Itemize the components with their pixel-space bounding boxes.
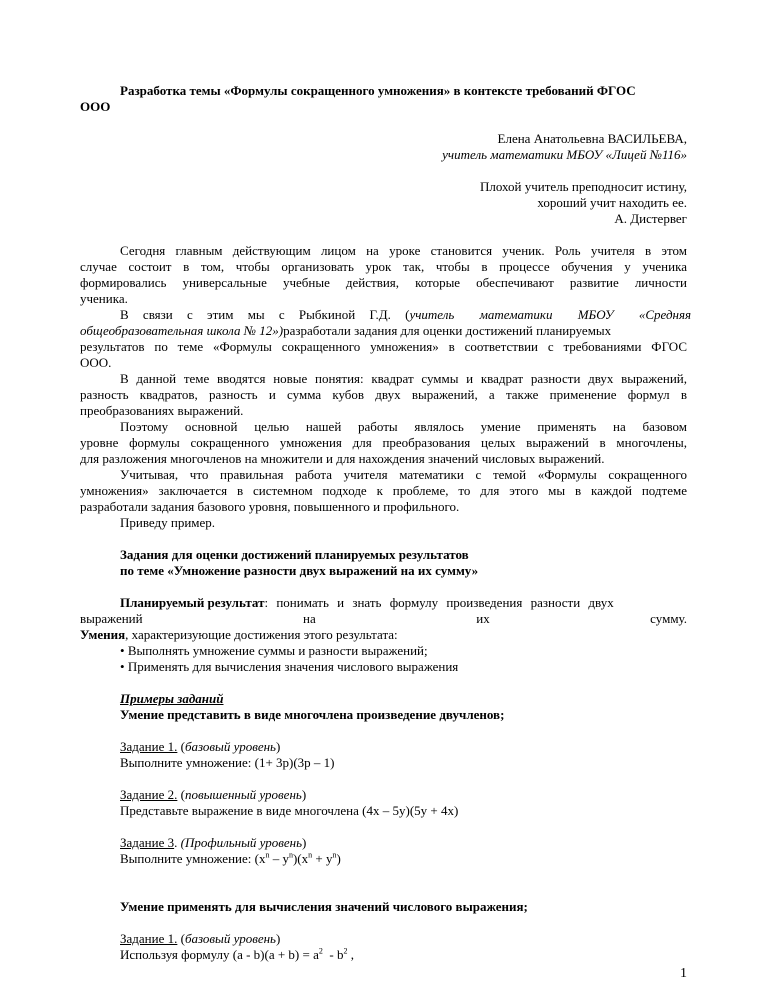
title-line-2: ООО <box>80 99 111 114</box>
skill-2-heading: Умение применять для вычисления значений числового выражения; <box>120 899 528 914</box>
task-4-header: Задание 1. (базовый уровень) <box>120 931 281 946</box>
paragraph-5-line: Учитывая, что правильная работа учителя математики с темой «Формулы сокращенного <box>120 467 687 482</box>
paragraph-2-line-4: ООО. <box>80 355 112 370</box>
paragraph-2-line-2 <box>80 323 611 338</box>
task-1-header: Задание 1. (базовый уровень) <box>120 739 281 754</box>
epigraph-attribution: А. Дистервег <box>614 211 687 226</box>
task-3-label: Задание 3 <box>120 835 175 850</box>
epigraph-line-1: Плохой учитель преподносит истину, <box>479 179 687 194</box>
paragraph-1-line: случае состоит в том, чтобы организовать урок так, чтобы в процессе обучения у ученика <box>80 259 687 274</box>
task-3-level: Профильный уровень <box>184 835 303 850</box>
bullet-text: Применять для вычисления значения числового выражения <box>127 659 459 674</box>
section-heading-1: Задания для оценки достижений планируемых результатов <box>120 547 469 562</box>
task-1-text: Выполните умножение: (1+ 3p)(3p – 1) <box>120 755 335 770</box>
paragraph-5-line: умножения» заключается в системном подходе к проблеме, то для этого мы в каждой подтеме <box>80 483 687 498</box>
task-3-header: Задание 3. (Профильный уровень) <box>120 835 307 850</box>
paragraph-3-line: преобразованиях выражений. <box>80 403 244 418</box>
bullet-icon: • <box>120 643 128 658</box>
task-2-text: Представьте выражение в виде многочлена (4x – 5y)(5y + 4x) <box>120 803 459 818</box>
paragraph-3-line: разность квадратов, разность и сумма кубов двух выражений, а также применение формул в <box>80 387 687 402</box>
task-4-label: Задание 1. <box>120 931 178 946</box>
paragraph-2-rest: разработали задания для оценки достижений планируемых <box>283 323 612 338</box>
skill-1-heading: Умение представить в виде многочлена произведение двучленов; <box>120 707 505 722</box>
paragraph-3-line: В данной теме вводятся новые понятия: квадрат суммы и квадрат разности двух выражений, <box>120 371 687 386</box>
task-1-level: базовый уровень <box>184 739 276 754</box>
planned-result-line-2: выражений на их сумму. <box>80 611 687 626</box>
examples-label: Примеры заданий <box>120 691 224 706</box>
section-heading-2: по теме «Умножение разности двух выражений на их сумму» <box>120 563 479 578</box>
paragraph-4-line: уровне формулы сокращенного умножения для преобразования целых выражений в многочлены, <box>80 435 687 450</box>
paragraph-2-start: В связи с этим мы с Рыбкиной Г.Д. ( <box>120 307 410 322</box>
title-line-1: Разработка темы «Формулы сокращенного умножения» в контексте требований ФГОС <box>120 83 636 98</box>
bullet-icon: • <box>120 659 128 674</box>
paragraph-1-line: формировались универсальные учебные действия, которые обеспечивают развитие личности <box>80 275 687 290</box>
paragraph-2-italic-1: учитель математики МБОУ «Средняя <box>409 307 692 322</box>
task-1-label: Задание 1. <box>120 739 178 754</box>
paragraph-6: Приведу пример. <box>120 515 216 530</box>
skills-line <box>80 627 398 642</box>
paragraph-5-line: разработали задания базового уровня, повышенного и профильного. <box>80 499 460 514</box>
author-name: Елена Анатольевна ВАСИЛЬЕВА, <box>497 131 687 146</box>
paragraph-2-italic-2: общеобразовательная школа № 12») <box>80 323 284 338</box>
paragraph-4-line: Поэтому основной целью нашей работы являлось умение применять на базовом <box>120 419 687 434</box>
task-3-text: Выполните умножение: <box>120 851 255 866</box>
task-4-formula: Используя формулу $(a - b)(a + b) = a^2 - b^2$ , <box>120 946 354 962</box>
page-number: 1 <box>680 966 687 981</box>
task-2-header: Задание 2. (повышенный уровень) <box>120 787 307 802</box>
planned-result-text-1: : понимать и знать формулу произведения разности двух <box>264 595 614 610</box>
paragraph-4-line: для разложения многочленов на множители и для нахождения значений числовых выражений. <box>80 451 605 466</box>
task-2-level: повышенный уровень <box>184 787 302 802</box>
bullet-item <box>120 659 458 674</box>
planned-result-line-1 <box>120 595 687 610</box>
task-4-level: базовый уровень <box>184 931 276 946</box>
bullet-item <box>120 643 428 658</box>
task-4-text: Используя формулу (a - b)(a + b) = a <box>120 947 319 962</box>
paragraph-1-line: ученика. <box>80 291 128 306</box>
task-3-formula: Выполните умножение: $(x^n - y^n)(x^n + y^n)$ <box>120 850 341 866</box>
paragraph-1-line: Сегодня главным действующим лицом на уроке становится ученик. Роль учителя в этом <box>120 243 687 258</box>
epigraph-line-2: хороший учит находить ее. <box>537 195 687 210</box>
planned-result-label: Планируемый результат <box>120 595 265 610</box>
task-2-label: Задание 2. <box>120 787 178 802</box>
bullet-text: Выполнять умножение суммы и разности выражений; <box>127 643 428 658</box>
author-position: учитель математики МБОУ «Лицей №116» <box>442 147 687 162</box>
paragraph-2-line-3: результатов по теме «Формулы сокращенного умножения» в соответствии с требованиями ФГОС <box>80 339 687 354</box>
paragraph-2-line-1 <box>120 307 692 322</box>
skills-label: Умения <box>80 627 126 642</box>
skills-text: , характеризующие достижения этого результата: <box>125 627 398 642</box>
